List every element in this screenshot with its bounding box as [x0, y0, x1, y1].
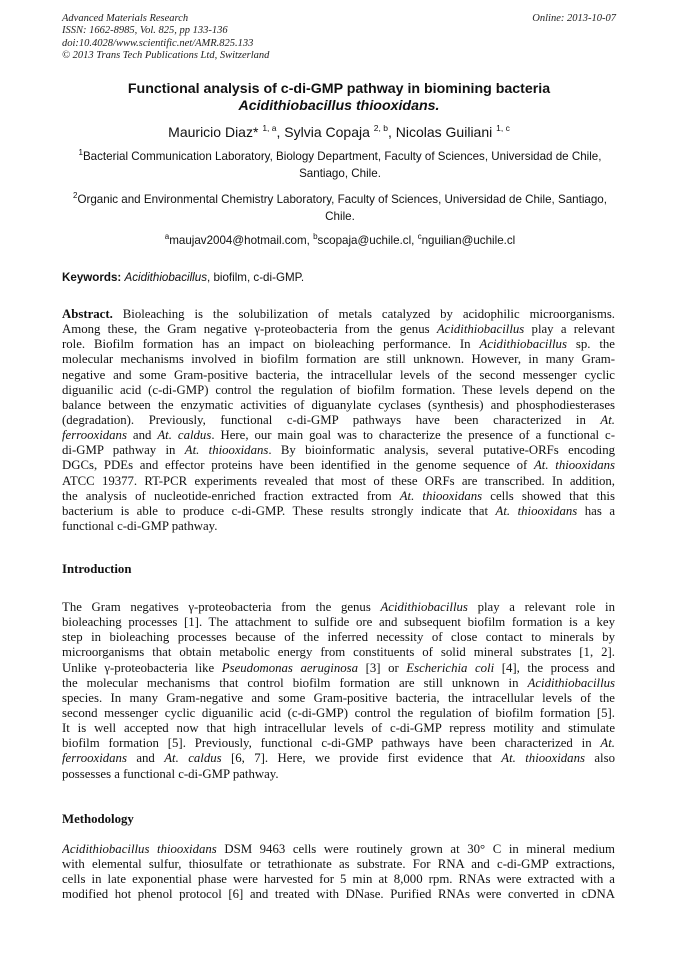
- italic-text: Acidithiobacillus: [479, 337, 567, 352]
- email-line: [70, 233, 610, 250]
- italic-text: At.: [600, 736, 615, 751]
- text-line: [62, 630, 615, 645]
- body-text: Among these, the Gram negative γ-proteobacteria from the genus: [62, 322, 437, 337]
- text-line: [62, 337, 615, 352]
- text-line: [62, 751, 615, 766]
- body-text: role. Biofilm formation has an impact on bioleaching performance. In: [62, 337, 480, 352]
- italic-text: Acidithiobacillus thiooxidans: [62, 842, 217, 856]
- italic-text: Acidithiobacillus: [527, 675, 615, 690]
- text-line: [62, 413, 615, 428]
- journal-name: Advanced Materials Research: [62, 13, 189, 24]
- body-text: (degradation). Previously, functional c-di-GMP pathways have been characterized in: [62, 412, 601, 427]
- affiliation-2: [70, 192, 610, 225]
- affiliation-sup: 1: [78, 148, 83, 157]
- italic-text: At. thiooxidans: [501, 751, 585, 766]
- italic-text: Acidithiobacillus: [436, 322, 525, 337]
- text-line: [62, 474, 615, 489]
- text-line: [62, 842, 615, 857]
- italic-text: At.: [600, 412, 615, 427]
- body-text: play a relevant: [524, 322, 615, 337]
- keywords-label: Keywords:: [62, 271, 122, 284]
- author-name: Sylvia Copaja: [284, 124, 370, 140]
- body-text: [4], the process and: [494, 660, 615, 675]
- author-separator: ,: [276, 124, 285, 140]
- body-text: the molecular mechanisms that control biofilm formation are still unknown in: [62, 675, 528, 690]
- body-text: species. In many Gram-negative and some Gram-positive bacteria, the intracellular levels of the: [62, 690, 615, 705]
- text-line: [62, 736, 615, 751]
- text-line: [62, 368, 615, 383]
- text-line: [62, 615, 615, 630]
- body-text: molecular mechanisms involved in biofilm formation are still unknown. However, in many Gram-: [62, 352, 615, 367]
- text-line: [62, 676, 615, 691]
- text-line: [62, 322, 615, 337]
- text-line: [62, 767, 615, 782]
- body-text: [3] or: [358, 660, 407, 675]
- body-text: possesses a functional c-di-GMP pathway.: [62, 766, 279, 781]
- body-text: The Gram negatives γ-proteobacteria from the genus: [62, 600, 381, 614]
- author-2: [284, 124, 395, 140]
- body-text: cells showed that this: [482, 488, 615, 503]
- keywords-rest: , biofilm, c-di-GMP.: [207, 271, 305, 284]
- author-1: [168, 124, 284, 140]
- body-text: microorganisms that obtain metabolic energy from constituents of solid mineral substrates [1, 2].: [62, 645, 615, 660]
- body-text: DSM 9463 cells were routinely grown at 30° C in mineral medium: [216, 842, 615, 856]
- text-line: [62, 721, 615, 736]
- body-text: negative and some Gram-positive bacteria, the intracellular levels of the second messenger cyclic: [62, 367, 615, 382]
- italic-text: Escherichia coli: [406, 660, 495, 675]
- text-line: [62, 691, 615, 706]
- author-separator: ,: [387, 124, 396, 140]
- email-link-c[interactable]: nguilian@uchile.cl: [421, 234, 516, 247]
- italic-text: Pseudomonas aeruginosa: [221, 660, 359, 675]
- text-line: [62, 661, 615, 676]
- body-text: and: [126, 428, 158, 443]
- body-text: Bioleaching is the solubilization of metals catalyzed by acidophilic microorganisms.: [112, 307, 615, 321]
- body-text: second messenger cyclic diguanilic acid (c-di-GMP) control the regulation of biofilm formation [5].: [62, 705, 615, 720]
- body-text: It is well accepted now that high intracellular levels of c-di-GMP repress motility and stimulate: [62, 721, 615, 736]
- body-text: and: [126, 751, 165, 766]
- body-text: ATCC 19377. RT-PCR experiments revealed that most of these ORFs are transcribed. In addition,: [62, 473, 615, 488]
- italic-text: At. thiooxidans: [184, 443, 269, 458]
- text-line: [62, 645, 615, 660]
- email-link-b[interactable]: scopaja@uchile.cl,: [317, 234, 418, 247]
- italic-text: ferrooxidans: [62, 751, 127, 766]
- methodology-heading: Methodology: [62, 812, 134, 826]
- body-text: biofilm formation [5]. Previously, functional c-di-GMP pathways have been characterized in: [62, 736, 601, 751]
- text-line: [62, 706, 615, 721]
- body-text: functional c-di-GMP pathway.: [62, 518, 218, 533]
- introduction-paragraph: [62, 600, 615, 782]
- body-text: play a relevant role in: [467, 600, 615, 614]
- body-text: has a: [577, 503, 615, 518]
- doi-line: doi:10.4028/www.scientific.net/AMR.825.133: [62, 37, 254, 49]
- body-text: DGCs, PDEs and effector proteins have been identified in the genome sequence of: [62, 458, 534, 473]
- body-text: cells in late exponential phase were harvested for 5 min at 8,000 rpm. RNAs were extracted with a: [62, 872, 615, 887]
- body-text: balance between the enzymatic activities of diguanylate cyclases (synthesis) and phosphodiesterases: [62, 397, 615, 412]
- text-line: [62, 428, 615, 443]
- body-text: also: [584, 751, 615, 766]
- author-sup: 2, b: [373, 123, 388, 133]
- keyword-italic: Acidithiobacillus: [124, 271, 208, 284]
- italic-text: At. caldus: [164, 751, 222, 766]
- text-line: [62, 307, 615, 322]
- abstract-paragraph: [62, 307, 615, 534]
- italic-text: Acidithiobacillus: [380, 600, 468, 614]
- body-text: sp. the: [566, 337, 615, 352]
- author-name: Mauricio Diaz*: [168, 124, 259, 140]
- italic-text: At. thiooxidans: [399, 488, 483, 503]
- affiliation-sup: 2: [73, 191, 78, 200]
- paper-title: [62, 81, 616, 115]
- author-3: [396, 124, 510, 140]
- italic-text: At. caldus: [157, 428, 212, 443]
- issn-line: ISSN: 1662-8985, Vol. 825, pp 133-136: [62, 25, 228, 37]
- introduction-heading: Introduction: [62, 562, 132, 576]
- title-line-2: Acidithiobacillus thiooxidans.: [238, 98, 440, 114]
- keywords-line: [62, 270, 616, 285]
- bold-text: Abstract.: [62, 307, 113, 321]
- text-line: [62, 887, 615, 902]
- text-line: [62, 383, 615, 398]
- title-line-1: Functional analysis of c-di-GMP pathway in biomining bacteria: [127, 81, 551, 97]
- body-text: step in bioleaching processes because of the inferred necessity of close contact to minerals by: [62, 630, 615, 645]
- body-text: bacterium is able to produce c-di-GMP. These results strongly indicate that: [62, 503, 496, 518]
- email-sup: b: [313, 232, 318, 241]
- italic-text: ferrooxidans: [62, 428, 127, 443]
- affiliation-text: Organic and Environmental Chemistry Laboratory, Faculty of Sciences, Universidad de Chile, Santiago, Chile.: [77, 193, 607, 223]
- text-line: [62, 519, 615, 534]
- author-list: [62, 123, 616, 141]
- text-line: [62, 600, 615, 615]
- text-line: [62, 352, 615, 367]
- body-text: diguanilic acid (c-di-GMP) control the regulation of biofilm formation. These levels depend on the: [62, 382, 615, 397]
- text-line: [62, 443, 615, 458]
- text-line: [62, 872, 615, 887]
- journal-header: [62, 13, 616, 62]
- text-line: [62, 458, 615, 473]
- body-text: Unlike γ-proteobacteria like: [62, 660, 222, 675]
- italic-text: At. thiooxidans: [533, 458, 615, 473]
- methodology-paragraph: [62, 842, 615, 903]
- text-line: [62, 504, 615, 519]
- affiliation-1: [70, 149, 610, 182]
- author-sup: 1, a: [262, 123, 277, 133]
- email-sup: a: [164, 232, 170, 241]
- email-link-a[interactable]: maujav2004@hotmail.com,: [169, 234, 314, 247]
- author-name: Nicolas Guiliani: [395, 124, 493, 140]
- online-date: Online: 2013-10-07: [532, 13, 616, 24]
- body-text: . By bioinformatic analysis, several putative-ORFs encoding: [268, 443, 615, 458]
- text-line: [62, 489, 615, 504]
- author-sup: 1, c: [496, 123, 510, 133]
- text-line: [62, 857, 615, 872]
- body-text: bioleaching processes [1]. The attachment to sulfide ore and subsequent biofilm formation is a key: [62, 615, 615, 630]
- italic-text: At. thiooxidans: [495, 503, 578, 518]
- body-text: the analysis of nucleotide-enriched fraction extracted from: [62, 488, 400, 503]
- affiliation-text: Bacterial Communication Laboratory, Biology Department, Faculty of Sciences, Universidad de Chile, Santiago, Chile.: [82, 150, 602, 180]
- copyright-line: © 2013 Trans Tech Publications Ltd, Switzerland: [62, 49, 270, 61]
- body-text: . Here, our main goal was to characterize the presence of a functional c-: [211, 428, 615, 443]
- body-text: modified hot phenol protocol [6] and treated with DNase. Purified RNAs were converted in cDNA: [62, 887, 615, 902]
- body-text: di-GMP pathway in: [62, 443, 185, 458]
- text-line: [62, 398, 615, 413]
- email-sup: c: [417, 232, 422, 241]
- body-text: [6, 7]. Here, we provide first evidence that: [221, 751, 502, 766]
- body-text: with elemental sulfur, thiosulfate or tetrathionate as substrate. For RNA and c-di-GMP extractions,: [62, 857, 615, 872]
